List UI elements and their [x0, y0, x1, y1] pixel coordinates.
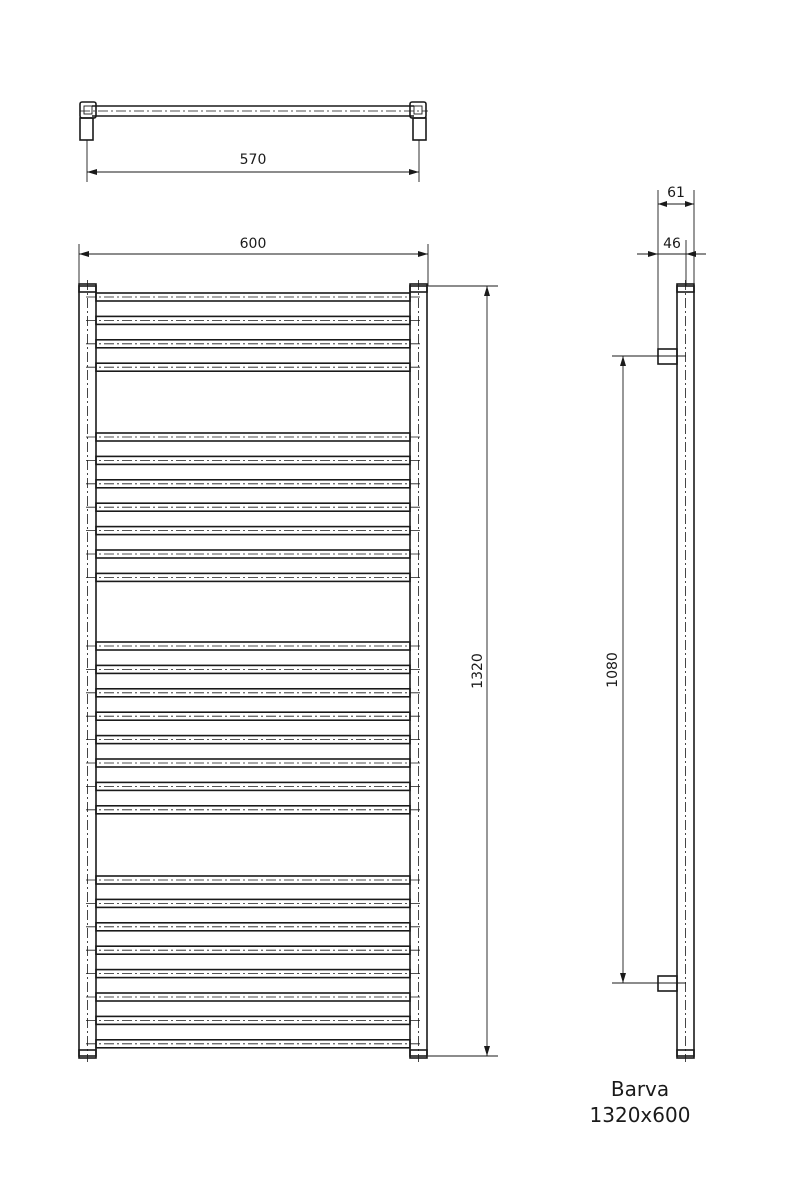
caption-name: Barva	[610, 1077, 670, 1101]
caption-size: 1320x600	[589, 1103, 691, 1127]
dim-label-570: 570	[239, 152, 267, 168]
front-view	[79, 280, 427, 1062]
dimension-1080	[605, 356, 658, 983]
dim-label-600: 600	[239, 236, 267, 252]
top-view	[80, 102, 428, 182]
dimension-46	[637, 236, 706, 286]
dimension-570	[87, 152, 419, 175]
towel-bars	[86, 293, 420, 1048]
dimension-61	[658, 185, 694, 349]
dimension-1320	[428, 286, 498, 1056]
side-view	[658, 280, 694, 1062]
dim-label-46: 46	[663, 236, 681, 252]
dim-label-61: 61	[667, 185, 685, 201]
dim-label-1080: 1080	[605, 652, 621, 688]
dim-label-1320: 1320	[470, 653, 486, 689]
dimension-600	[79, 236, 428, 286]
